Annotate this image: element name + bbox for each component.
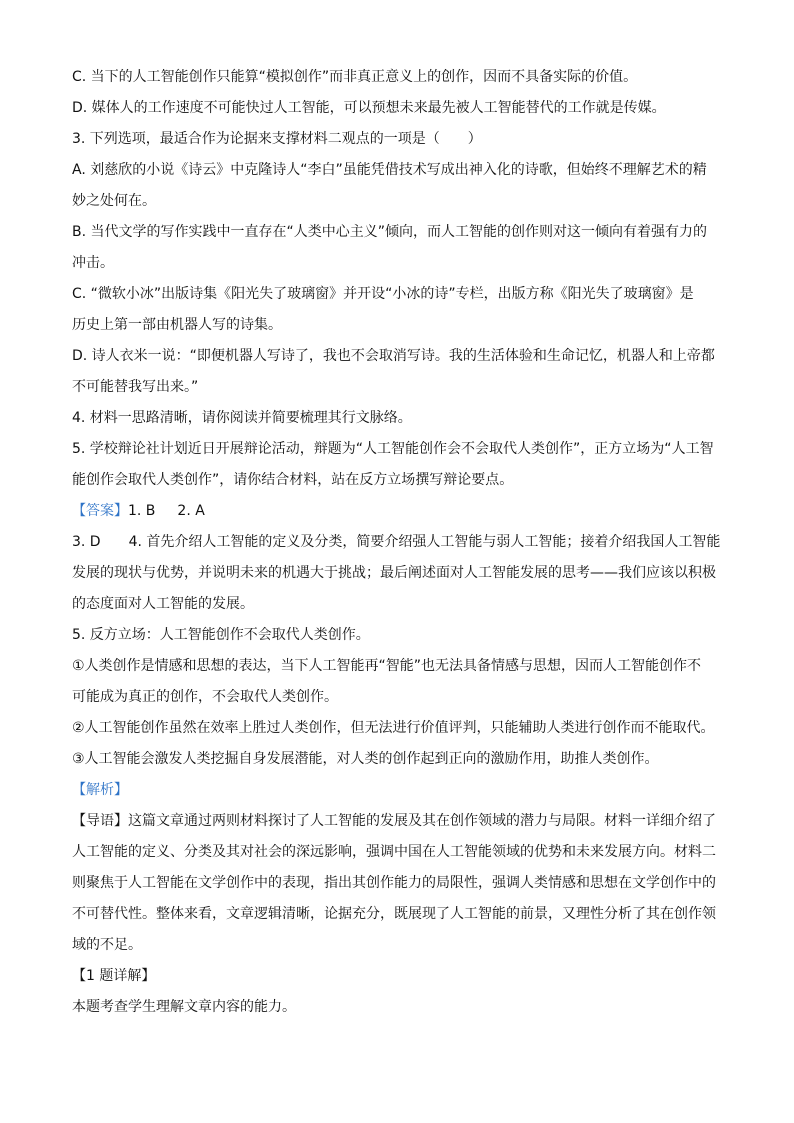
answer-detail-line-1: 3. D 4. 首先介绍人工智能的定义及分类，简要介绍强人工智能与弱人工智能；接着介绍我国人工智能 bbox=[72, 534, 721, 550]
analysis-line-2: 人工智能的定义、分类及其对社会的深远影响，强调中国在人工智能领域的优势和未来发展方向。材料二 bbox=[72, 844, 716, 860]
analysis-line-6: 【1 题详解】 bbox=[72, 968, 156, 984]
q3-option-a-line-2: 妙之处何在。 bbox=[72, 193, 156, 209]
q3-option-b-line-1: B. 当代文学的写作实践中一直存在“人类中心主义”倾向，而人工智能的创作则对这一倾向有着强有力的 bbox=[72, 224, 708, 240]
q3-option-d-line-1: D. 诗人衣米一说：“即便机器人写诗了，我也不会取消写诗。我的生活体验和生命记忆，机器人和上帝都 bbox=[72, 348, 715, 364]
answer-2: 2. A bbox=[177, 503, 205, 519]
analysis-line-5: 域的不足。 bbox=[72, 937, 142, 953]
q3-option-d-line-2: 不可能替我写出来。” bbox=[72, 379, 199, 395]
answer-label: 【答案】 bbox=[72, 503, 128, 519]
option-c-line: C. 当下的人工智能创作只能算“模拟创作”而非真正意义上的创作，因而不具备实际的价值。 bbox=[72, 69, 638, 85]
answer-detail-line-4: 5. 反方立场：人工智能创作不会取代人类创作。 bbox=[72, 627, 370, 643]
q3-option-c-line-1: C. “微软小冰”出版诗集《阳光失了玻璃窗》并开设“小冰的诗”专栏，出版方称《阳光失了玻璃窗》是 bbox=[72, 286, 694, 302]
answer-line bbox=[72, 496, 726, 527]
document-page bbox=[72, 62, 726, 1023]
answer-detail-line-6: 可能成为真正的创作，不会取代人类创作。 bbox=[72, 689, 338, 705]
answer-detail-line-7: ②人工智能创作虽然在效率上胜过人类创作，但无法进行价值评判，只能辅助人类进行创作而不能取代。 bbox=[72, 720, 715, 736]
analysis-line-1: 【导语】这篇文章通过两则材料探讨了人工智能的发展及其在创作领域的潜力与局限。材料一详细介绍了 bbox=[72, 813, 716, 829]
analysis-line-7: 本题考查学生理解文章内容的能力。 bbox=[72, 999, 296, 1015]
q3-option-c-line-2: 历史上第一部由机器人写的诗集。 bbox=[72, 317, 282, 333]
q3-option-b-line-2: 冲击。 bbox=[72, 255, 114, 271]
analysis-line-3: 则聚焦于人工智能在文学创作中的表现，指出其创作能力的局限性，强调人类情感和思想在文学创作中的 bbox=[72, 875, 716, 891]
analysis-line-4: 不可替代性。整体来看，文章逻辑清晰，论据充分，既展现了人工智能的前景，又理性分析了其在创作领 bbox=[72, 906, 716, 922]
answer-detail-line-3: 的态度面对人工智能的发展。 bbox=[72, 596, 254, 612]
answer-detail-line-5: ①人类创作是情感和思想的表达，当下人工智能再“智能”也无法具备情感与思想，因而人工智能创作不 bbox=[72, 658, 702, 674]
option-d-line: D. 媒体人的工作速度不可能快过人工智能，可以预想未来最先被人工智能替代的工作就是传媒。 bbox=[72, 100, 666, 116]
question-4: 4. 材料一思路清晰，请你阅读并简要梳理其行文脉络。 bbox=[72, 410, 412, 426]
question-5-line-2: 能创作会取代人类创作”，请你结合材料，站在反方立场撰写辩论要点。 bbox=[72, 472, 514, 488]
answer-1: 1. B bbox=[128, 503, 156, 519]
answer-detail-line-8: ③人工智能会激发人类挖掘自身发展潜能，对人类的创作起到正向的激励作用，助推人类创作。 bbox=[72, 751, 659, 767]
question-5-line-1: 5. 学校辩论社计划近日开展辩论活动，辩题为“人工智能创作会不会取代人类创作”，正方立场为“人工智 bbox=[72, 441, 714, 457]
q3-option-a-line-1: A. 刘慈欣的小说《诗云》中克隆诗人“李白”虽能凭借技术写成出神入化的诗歌，但始终不理解艺术的精 bbox=[72, 162, 707, 178]
analysis-label: 【解析】 bbox=[72, 782, 128, 798]
answer-detail-line-2: 发展的现状与优势，并说明未来的机遇大于挑战；最后阐述面对人工智能发展的思考——我们应该以积极 bbox=[72, 565, 716, 581]
question-3: 3. 下列选项，最适合作为论据来支撑材料二观点的一项是（ ） bbox=[72, 131, 482, 147]
